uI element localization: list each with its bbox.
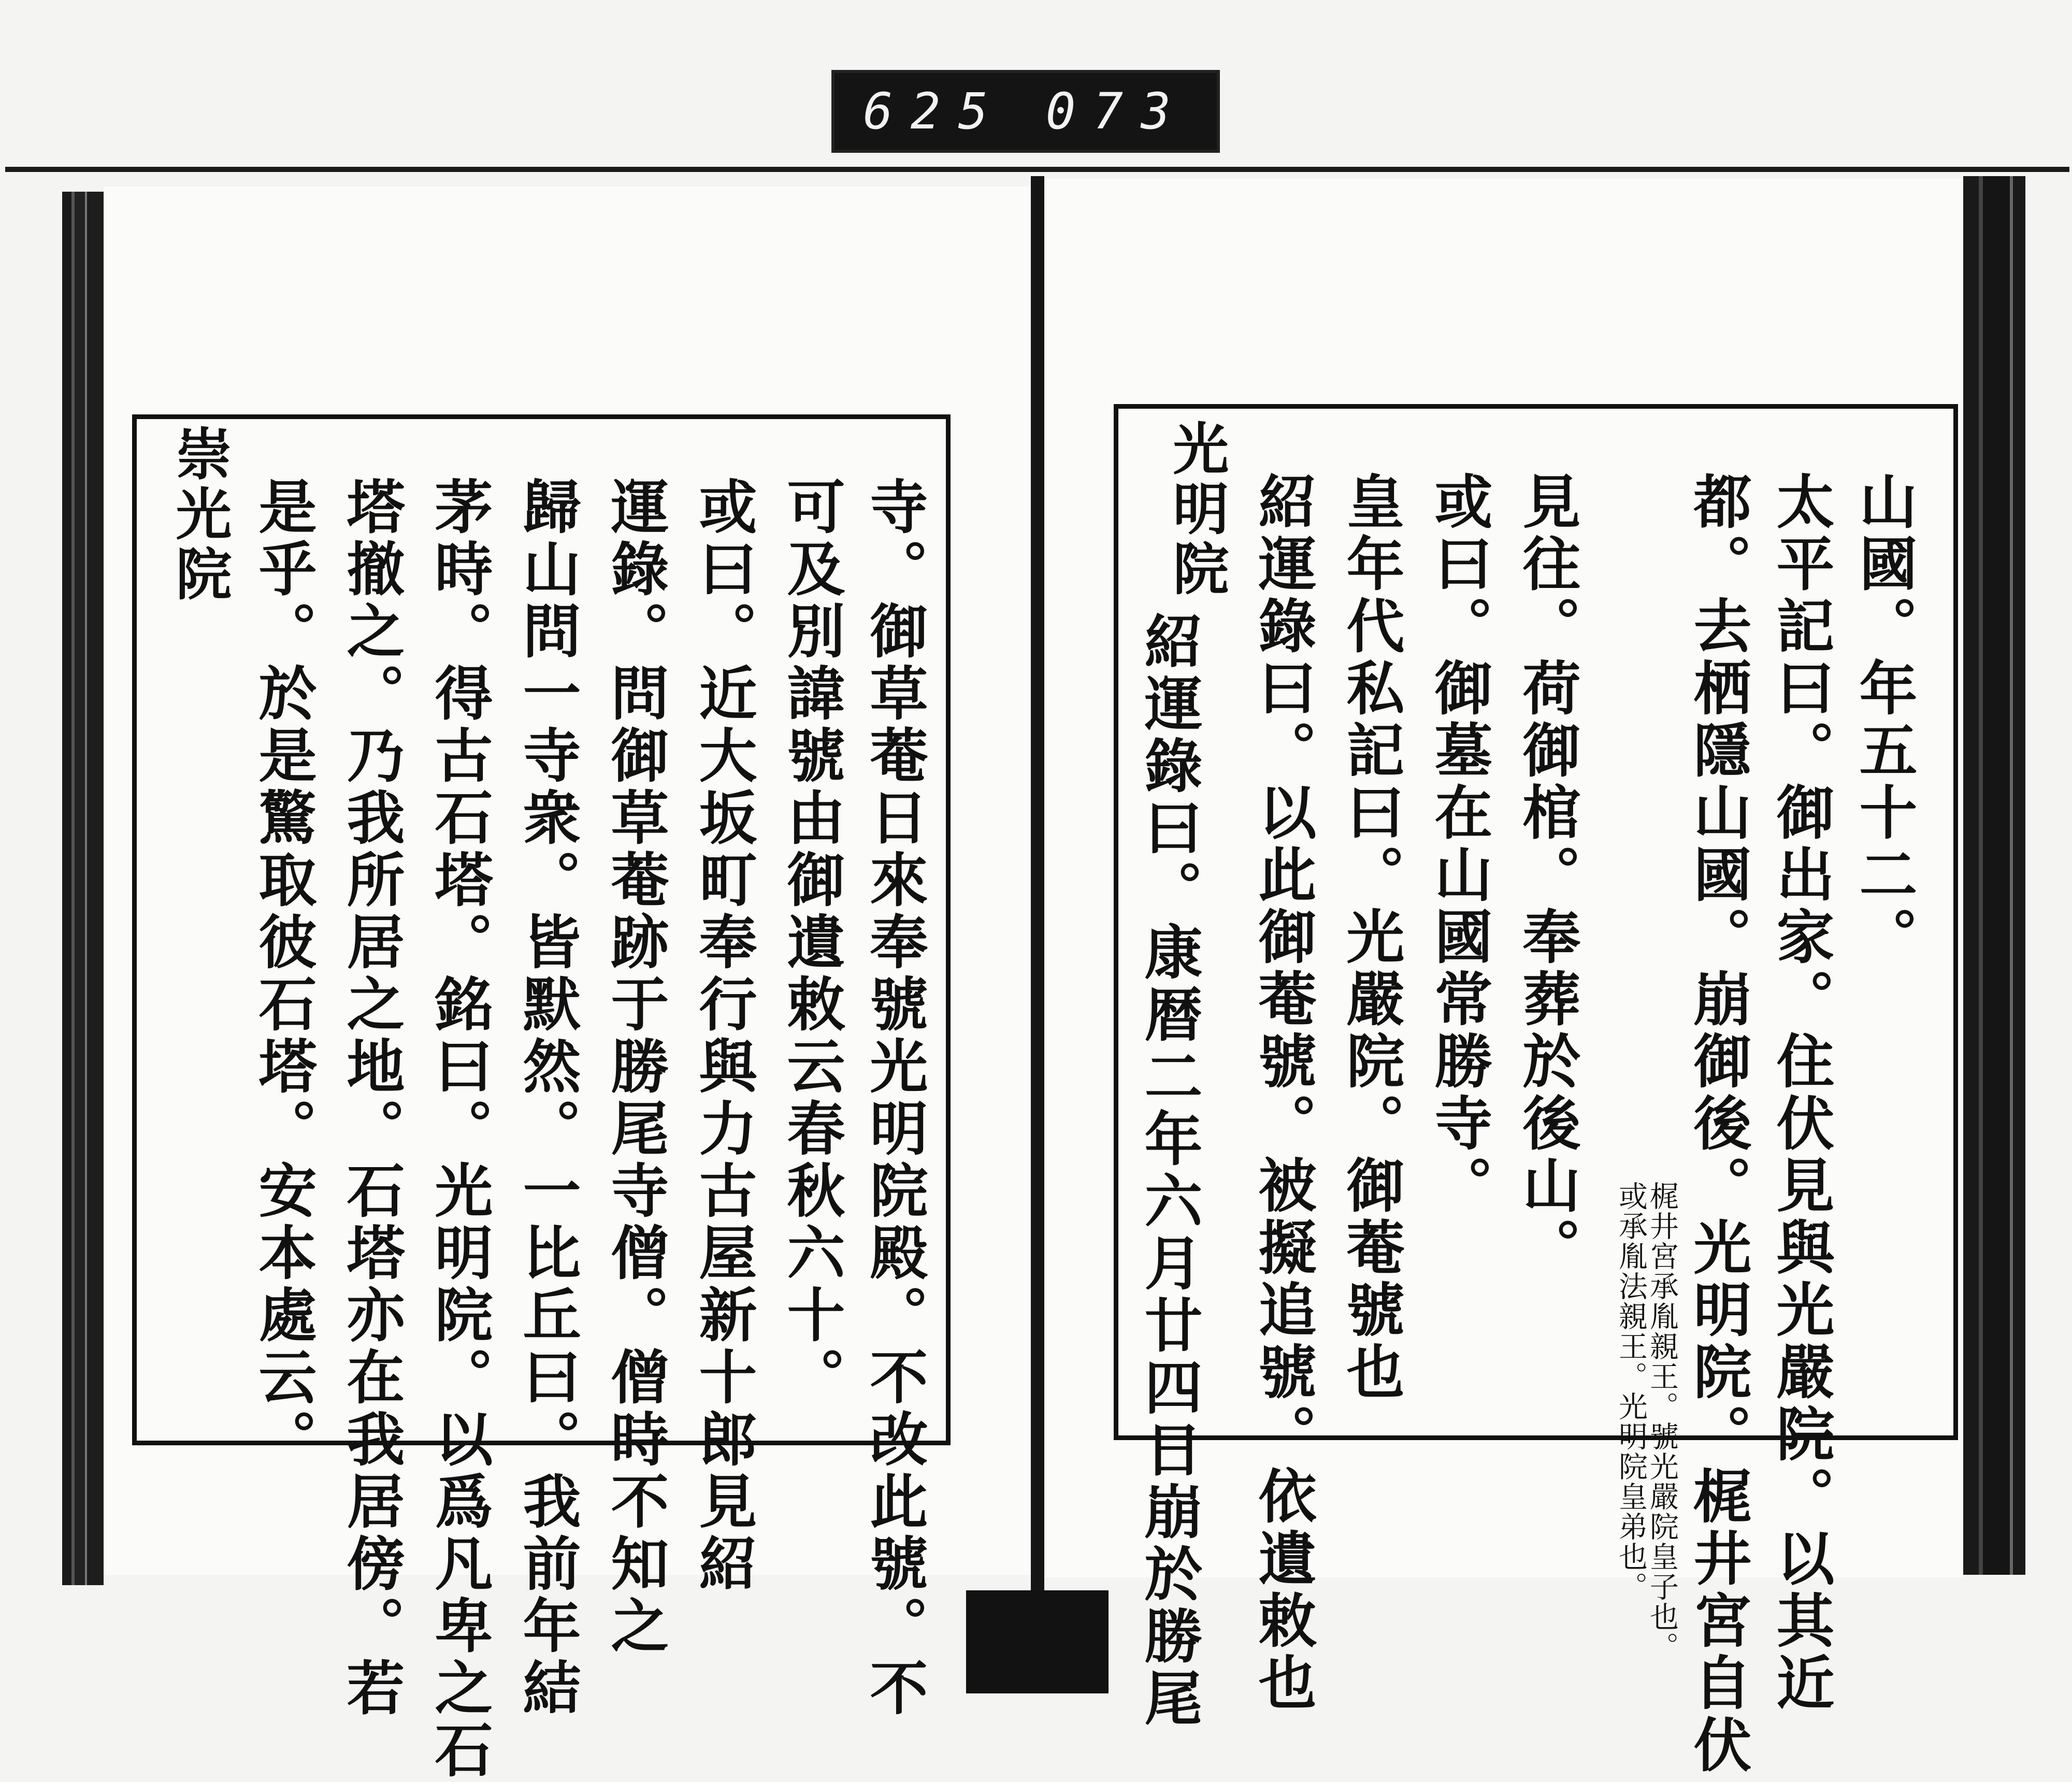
right-book-edge <box>1963 176 2025 1575</box>
left-column-1: 寺。御草菴日來奉號光明院殿。不改此號。不 <box>860 477 928 1720</box>
right-column-2: 太平記曰。御出家。住伏見與光嚴院。以其近 <box>1767 471 1835 1715</box>
book-spine <box>1031 176 1044 1624</box>
reel-number-left: 625 <box>863 82 1006 140</box>
right-column-6: 皇年代私記曰。光嚴院。御菴號也 <box>1337 471 1405 1404</box>
right-column-5: 或曰。御墓在山國常勝寺。 <box>1425 471 1493 1217</box>
left-column-2: 可及別諱號由御遺敕云春秋六十。 <box>778 477 845 1409</box>
left-column-7: 塔撤之。乃我所居之地。石塔亦在我居傍。若 <box>337 477 405 1720</box>
right-column-3: 都。去栖隱山國。崩御後。光明院。梶井宮自伏 <box>1684 471 1752 1777</box>
book-top-edge <box>5 167 2069 172</box>
left-column-6: 茅時。得古石塔。銘曰。光明院。以爲凡卑之石 <box>425 477 493 1782</box>
right-column-4: 見往。荷御棺。奉葬於後山。 <box>1513 471 1581 1280</box>
right-column-7: 紹運錄曰。以此御菴號。被擬追號。依遺敕也 <box>1249 471 1317 1715</box>
right-note-1: 梶井宮承胤親王。號光嚴院皇子也。 <box>1645 1181 1679 1662</box>
right-note-2: 或承胤法親王。光明院皇弟也。 <box>1614 1181 1648 1602</box>
spine-clamp <box>966 1590 1109 1693</box>
right-column-8: 紹運錄曰。康暦二年六月廿四日崩於勝尾 <box>1135 611 1203 1730</box>
left-column-3: 或曰。近大坂町奉行與力古屋新十郎見紹 <box>689 477 757 1596</box>
left-column-5: 歸山問一寺衆。皆默然。一比丘曰。我前年結 <box>513 477 581 1720</box>
reel-label <box>831 70 1220 153</box>
right-heading-komyo-in: 光明院 <box>1163 420 1229 600</box>
left-column-4: 運錄。問御草菴跡于勝尾寺僧。僧時不知之 <box>601 477 669 1658</box>
left-heading-suko-in: 崇光院 <box>166 425 232 605</box>
right-column-1: 山國。年五十二。 <box>1850 471 1918 969</box>
left-column-8: 是乎。於是驚取彼石塔。安本處云。 <box>249 477 317 1471</box>
left-book-edge <box>62 192 104 1585</box>
reel-number-right: 073 <box>1045 82 1188 140</box>
